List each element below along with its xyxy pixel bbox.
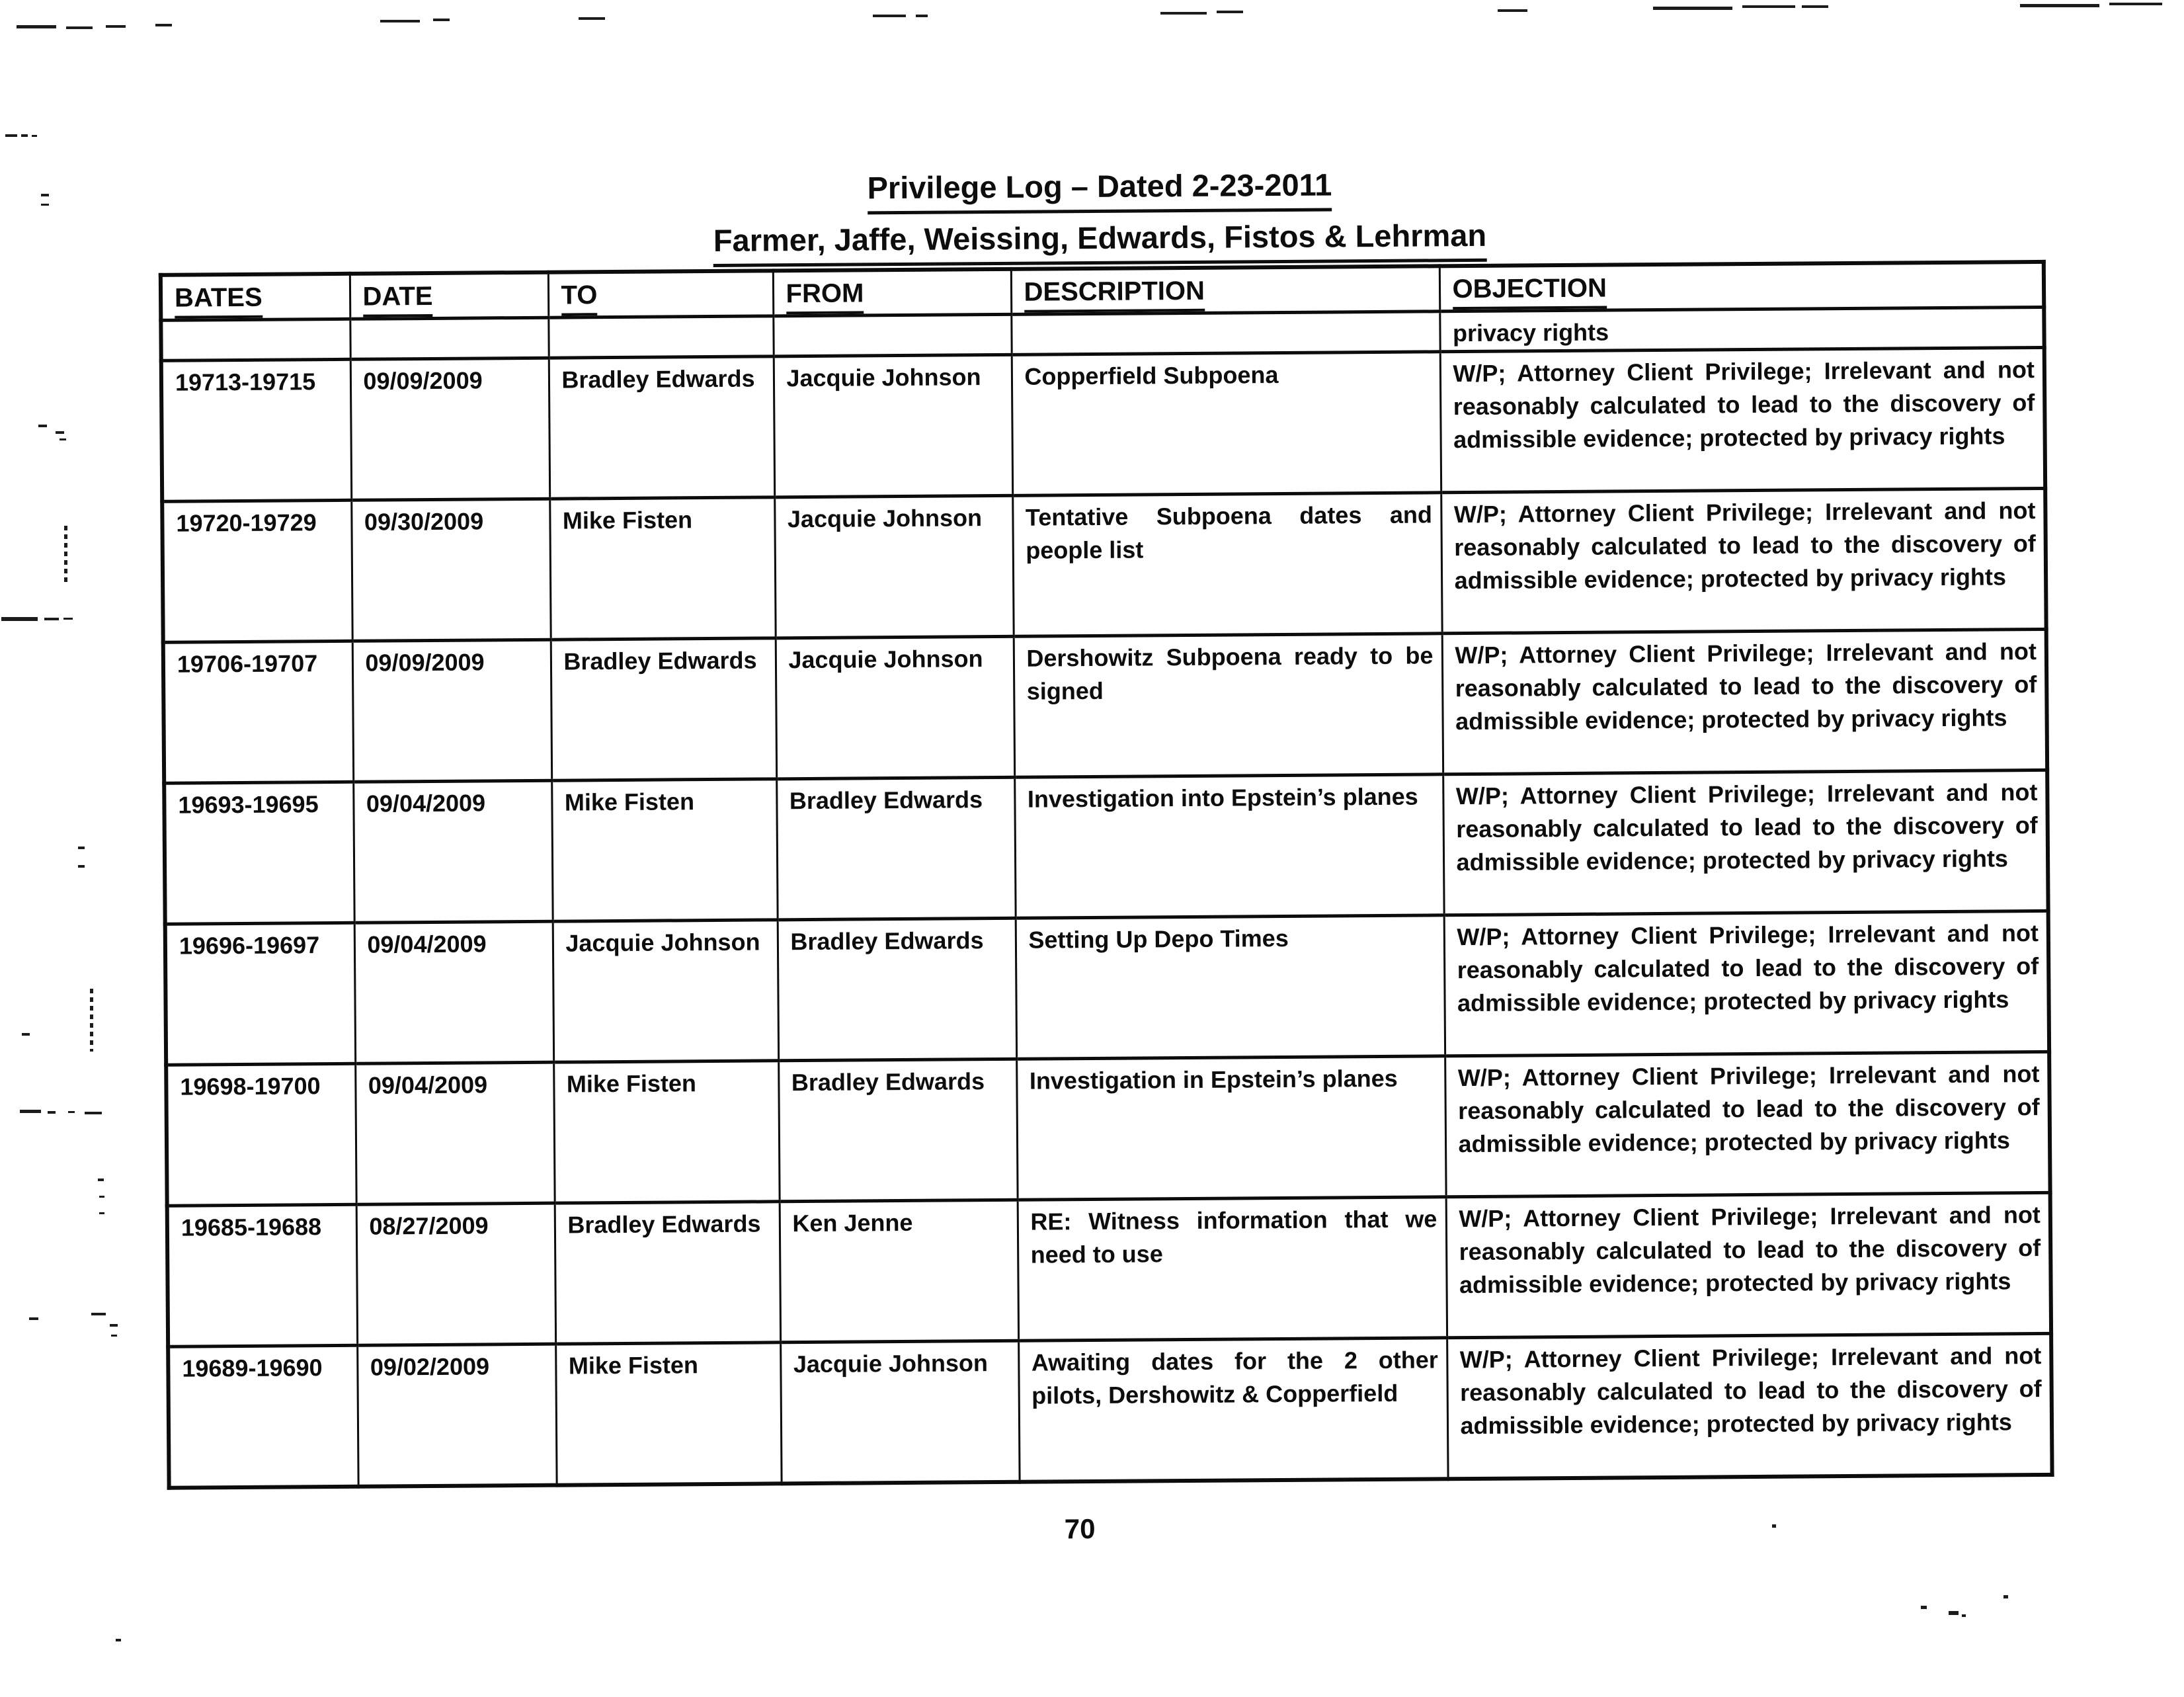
page-title-text: Privilege Log – Dated 2-23-2011 [867, 163, 1332, 214]
cell-description: Awaiting dates for the 2 other pilots, Dershowitz & Copperfield [1018, 1338, 1447, 1482]
cell-description: RE: Witness information that we need to use [1018, 1197, 1447, 1341]
cell-date: 09/09/2009 [350, 358, 549, 500]
cell-description: Dershowitz Subpoena ready to be signed [1014, 634, 1443, 778]
cell-from: Jacquie Johnson [774, 354, 1012, 497]
document-header [158, 159, 2042, 271]
col-header-bates-label: BATES [175, 281, 263, 319]
cell-objection: privacy rights [1439, 307, 2044, 351]
cell-objection: W/P; Attorney Client Privilege; Irrelevant and not reasonably calculated to lead to the discovery of admissible evidence; protected by privacy rights [1446, 1192, 2051, 1337]
cell-from: Bradley Edwards [778, 918, 1016, 1061]
col-header-from-label: FROM [786, 276, 864, 314]
col-header-bates [161, 274, 350, 320]
page-subtitle-text: Farmer, Jaffe, Weissing, Edwards, Fistos & Lehrman [713, 214, 1487, 267]
empty-cell [548, 316, 773, 358]
cell-from: Bradley Edwards [778, 1059, 1017, 1202]
table-row [161, 347, 2045, 501]
cell-date: 09/04/2009 [354, 921, 553, 1063]
cell-to: Mike Fisten [551, 779, 777, 921]
cell-date: 09/02/2009 [357, 1344, 556, 1486]
privilege-log-table [159, 260, 2054, 1489]
cell-bates: 19696-19697 [165, 923, 355, 1065]
cell-to: Mike Fisten [549, 497, 775, 640]
cell-bates: 19685-19688 [167, 1204, 357, 1346]
cell-description: Tentative Subpoena dates and people list [1012, 493, 1441, 637]
cell-date: 09/04/2009 [355, 1062, 554, 1204]
cell-bates: 19698-19700 [166, 1063, 356, 1206]
cell-from: Ken Jenne [780, 1200, 1018, 1343]
empty-cell [1011, 311, 1439, 355]
table-row [162, 488, 2046, 642]
cell-bates: 19706-19707 [163, 641, 353, 783]
col-header-from [773, 269, 1011, 316]
cell-to: Bradley Edwards [551, 638, 776, 780]
cell-date: 09/04/2009 [353, 780, 552, 923]
cell-objection: W/P; Attorney Client Privilege; Irrelevant and not reasonably calculated to lead to the discovery of admissible evidence; protected by privacy rights [1445, 1052, 2050, 1196]
page-title [158, 159, 2041, 220]
empty-cell [773, 314, 1011, 356]
col-header-date [350, 272, 548, 319]
table-row [165, 911, 2049, 1065]
cell-from: Jacquie Johnson [780, 1341, 1019, 1483]
cell-to: Bradley Edwards [555, 1202, 780, 1344]
empty-cell [350, 317, 548, 359]
table-row [164, 770, 2048, 924]
col-header-to [548, 270, 773, 317]
cell-bates: 19689-19690 [168, 1345, 358, 1487]
cell-date: 09/30/2009 [351, 499, 550, 641]
cell-bates: 19693-19695 [164, 782, 354, 924]
col-header-objection-label: OBJECTION [1452, 272, 1607, 310]
cell-bates: 19713-19715 [161, 359, 351, 501]
cell-from: Bradley Edwards [776, 777, 1015, 920]
cell-objection: W/P; Attorney Client Privilege; Irrelevant and not reasonably calculated to lead to the discovery of admissible evidence; protected by privacy rights [1441, 488, 2046, 633]
table-row [166, 1052, 2050, 1206]
cell-objection: W/P; Attorney Client Privilege; Irrelevant and not reasonably calculated to lead to the discovery of admissible evidence; protected by privacy rights [1444, 911, 2049, 1055]
empty-cell [161, 319, 350, 360]
table-row [163, 629, 2047, 783]
cell-to: Jacquie Johnson [553, 920, 778, 1062]
cell-from: Jacquie Johnson [776, 636, 1014, 779]
col-header-objection [1439, 262, 2044, 311]
cell-objection: W/P; Attorney Client Privilege; Irrelevant and not reasonably calculated to lead to the discovery of admissible evidence; protected by privacy rights [1442, 629, 2047, 774]
cell-bates: 19720-19729 [162, 500, 352, 642]
col-header-description [1011, 266, 1439, 314]
cell-to: Mike Fisten [553, 1061, 779, 1203]
cell-date: 08/27/2009 [356, 1203, 555, 1345]
col-header-date-label: DATE [362, 280, 432, 317]
cell-to: Mike Fisten [555, 1343, 781, 1485]
col-header-description-label: DESCRIPTION [1024, 274, 1205, 313]
cell-objection: W/P; Attorney Client Privilege; Irrelevant and not reasonably calculated to lead to the discovery of admissible evidence; protected by privacy rights [1447, 1333, 2052, 1478]
table-row [168, 1333, 2052, 1487]
cell-description: Copperfield Subpoena [1012, 352, 1441, 496]
page-number: 70 [1064, 1512, 1096, 1545]
cell-description: Investigation in Epstein’s planes [1016, 1056, 1445, 1200]
cell-description: Investigation into Epstein’s planes [1014, 774, 1443, 919]
cell-from: Jacquie Johnson [774, 495, 1013, 638]
col-header-to-label: TO [561, 278, 597, 315]
cell-objection: W/P; Attorney Client Privilege; Irrelevant and not reasonably calculated to lead to the discovery of admissible evidence; protected by privacy rights [1443, 770, 2048, 915]
cell-description: Setting Up Depo Times [1016, 915, 1445, 1059]
table-row [167, 1192, 2051, 1346]
cell-objection: W/P; Attorney Client Privilege; Irrelevant and not reasonably calculated to lead to the discovery of admissible evidence; protected by privacy rights [1440, 347, 2045, 492]
cell-to: Bradley Edwards [549, 356, 774, 499]
cell-date: 09/09/2009 [352, 640, 551, 782]
